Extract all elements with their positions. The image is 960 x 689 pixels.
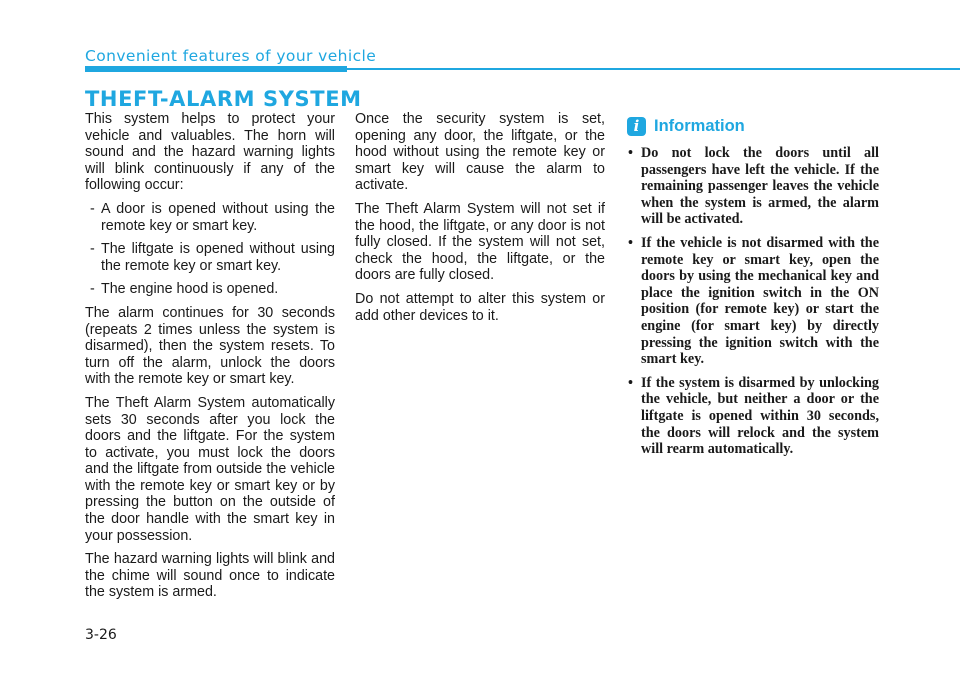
list-item: - The liftgate is opened without using the remote key or smart key.: [85, 241, 335, 274]
activation-paragraph: Once the security system is set, opening any door, the liftgate, or the hood without using the remote key or smart key will cause the alarm to activate.: [355, 111, 605, 194]
list-item: • Do not lock the doors until all passengers have left the vehicle. If the remaining passenger leaves the vehicle when the system is armed, the alarm will be activated.: [627, 145, 879, 228]
information-list: [627, 145, 879, 458]
information-icon: i: [627, 117, 646, 136]
header-rule: [347, 68, 960, 70]
list-item: • If the vehicle is not disarmed with the remote key or smart key, open the doors by using the mechanical key and place the ignition switch in the ON position (for remote key) or start the engine (for smart key) by directly pressing the ignition switch with the smart key.: [627, 235, 879, 368]
information-heading: [627, 115, 745, 137]
trigger-list: [85, 201, 335, 298]
header-accent-bar: [85, 66, 347, 72]
page-header-title: Convenient features of your vehicle: [85, 47, 377, 65]
page-number: 3-26: [85, 627, 117, 643]
armed-indication-paragraph: The hazard warning lights will blink and the chime will sound once to indicate the system is armed.: [85, 551, 335, 601]
auto-arm-paragraph: The Theft Alarm System automatically sets 30 seconds after you lock the doors and the liftgate. For the system to activate, you must lock the doors and the liftgate from outside the vehicle with the remote key or smart key or by pressing the button on the outside of the door handle with the smart key in your possession.: [85, 394, 335, 544]
list-item: - A door is opened without using the remote key or smart key.: [85, 201, 335, 234]
intro-paragraph: This system helps to protect your vehicle and valuables. The horn will sound and the hazard warning lights will blink continuously if any of the following occur:: [85, 111, 335, 194]
not-set-paragraph: The Theft Alarm System will not set if the hood, the liftgate, or any door is not fully closed. If the system will not set, check the hood, the liftgate, or the doors are fully closed.: [355, 200, 605, 284]
information-title: Information: [654, 116, 745, 135]
information-box: [627, 145, 879, 465]
section-title: THEFT-ALARM SYSTEM: [85, 87, 362, 111]
left-column: [85, 111, 335, 608]
middle-column: [355, 111, 605, 331]
list-item: • If the system is disarmed by unlocking the vehicle, but neither a door or the liftgate is opened within 30 seconds, the doors will relock and the system will rearm automatically.: [627, 375, 879, 458]
list-item: - The engine hood is opened.: [85, 281, 335, 298]
alarm-duration-paragraph: The alarm continues for 30 seconds (repeats 2 times unless the system is disarmed), then the system resets. To turn off the alarm, unlock the doors with the remote key or smart key.: [85, 304, 335, 388]
do-not-alter-paragraph: Do not attempt to alter this system or add other devices to it.: [355, 290, 605, 324]
